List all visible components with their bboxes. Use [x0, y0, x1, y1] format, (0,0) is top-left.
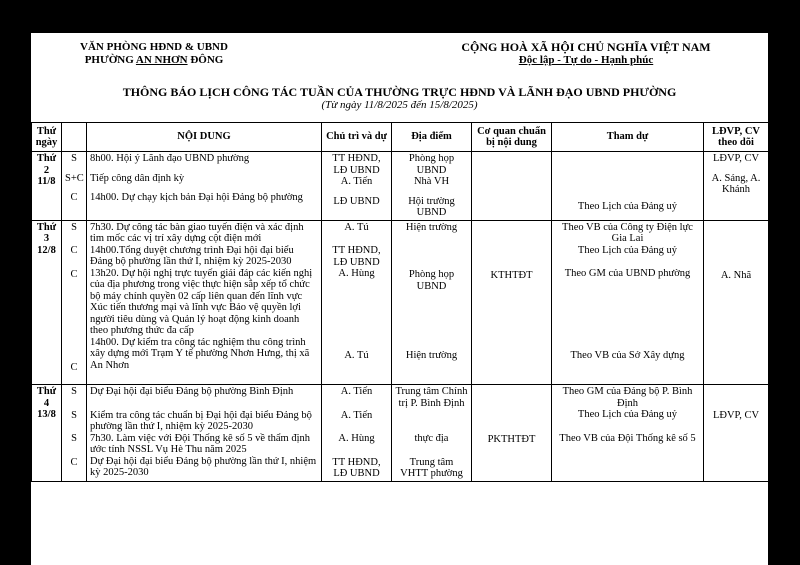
- content: 8h00. Hội ý Lãnh đạo UBND phường: [90, 153, 250, 164]
- content: Dự Đại hội đại biểu Đảng bộ phường lần thứ I, nhiệm kỳ 2025-2030: [90, 455, 317, 478]
- col-follow: LĐVP, CV theo dõi: [704, 123, 769, 152]
- session: S: [71, 409, 77, 421]
- document-subtitle: (Từ ngày 11/8/2025 đến 15/8/2025): [321, 99, 478, 111]
- place: Trung tâm VHTT phường: [400, 456, 463, 479]
- attend: Theo VB của Công ty Điện lực Gia Lai: [562, 221, 693, 244]
- chair: A. Tiến: [340, 409, 373, 421]
- national-title: CỘNG HOÀ XÃ HỘI CHỦ NGHĨA VIỆT NAM: [461, 40, 711, 54]
- issuer-header: [59, 41, 249, 67]
- prep: PKTHTĐT: [487, 434, 536, 445]
- attend: Theo VB của Sở Xây dựng: [570, 349, 685, 361]
- session: C: [70, 362, 78, 373]
- col-place: Địa điểm: [392, 123, 472, 152]
- issuer-line2: PHƯỜNG AN NHƠN ĐÔNG: [84, 54, 224, 66]
- follow: A. Nhã: [720, 269, 752, 281]
- content: 7h30. Dự công tác bàn giao tuyến điện và xác định tim mốc các vị trí xây dựng cột điện mới: [90, 221, 304, 244]
- chair: TT HĐND, LĐ UBND: [332, 456, 381, 479]
- national-header: [436, 41, 736, 67]
- chair: A. Tú: [344, 349, 369, 361]
- place: Nhà VH: [413, 176, 450, 187]
- document-title: THÔNG BÁO LỊCH CÔNG TÁC TUẦN CỦA THƯỜNG TRỰC HĐND VÀ LÃNH ĐẠO UBND PHƯỜNG: [122, 85, 677, 99]
- day-label: Thứ 4 13/8: [32, 385, 62, 482]
- session: S: [71, 386, 77, 397]
- session: C: [70, 245, 78, 256]
- chair: A. Tú: [344, 221, 369, 233]
- col-chair: Chủ trì và dự: [322, 123, 392, 152]
- content: 7h30. Làm việc với Đội Thống kê số 5 về thẩm định ước tính NSSL Vụ Hè Thu năm 2025: [90, 432, 310, 455]
- table-header-row: [32, 123, 769, 152]
- national-motto: Độc lập - Tự do - Hạnh phúc: [518, 54, 654, 66]
- follow: LĐVP, CV: [712, 410, 760, 421]
- day-label: Thứ 2 11/8: [32, 152, 62, 221]
- attend: Theo Lịch của Đảng uỷ: [577, 201, 678, 212]
- follow: A. Sáng, A. Khánh: [711, 172, 761, 195]
- place: Phòng họp UBND: [408, 269, 455, 292]
- place: Trung tâm Chính trị P. Bình Định: [395, 386, 468, 409]
- col-session: [62, 123, 87, 152]
- session: S: [71, 153, 77, 164]
- chair: TT HĐND, LĐ UBND: [332, 153, 381, 176]
- place: Phòng họp UBND: [408, 153, 455, 176]
- place: thực địa: [414, 433, 449, 444]
- chair: A. Hùng: [338, 268, 375, 279]
- chair: A. Hùng: [338, 433, 375, 444]
- content: Tiếp công dân định kỳ: [90, 172, 185, 184]
- place: Hiện trường: [405, 350, 458, 361]
- content: Dự Đại hội đại biểu Đảng bộ phường Bình Định: [90, 386, 294, 397]
- attend: Theo Lịch của Đảng uỷ: [577, 409, 678, 420]
- document-page: [31, 33, 768, 565]
- chair: TT HĐND, LĐ UBND: [332, 245, 381, 268]
- content: 14h00.Tổng duyệt chương trình Đại hội đại biểu Đảng bộ phường lần thứ I, nhiệm kỳ 2025-2030: [90, 244, 294, 267]
- attend: Theo Lịch của Đảng uỷ: [577, 244, 678, 256]
- content: 14h00. Dự kiểm tra công tác nghiệm thu công trình xây dựng mới Trạm Y tế phường Nhơn Hưng, thị xã An Nhơn: [90, 336, 310, 371]
- schedule-table: [31, 122, 768, 482]
- session: S: [71, 433, 77, 444]
- attend: Theo VB của Đội Thống kê số 5: [559, 432, 696, 444]
- session: S+C: [65, 172, 84, 184]
- session: C: [70, 456, 78, 468]
- issuer-line1: VĂN PHÒNG HĐND & UBND: [80, 41, 228, 53]
- day-label: Thứ 3 12/8: [32, 220, 62, 385]
- col-content: NỘI DUNG: [87, 123, 322, 152]
- day-row-tue: [32, 220, 769, 385]
- session: C: [70, 268, 78, 280]
- session: C: [70, 192, 78, 203]
- attend: Theo GM của Đảng bộ P. Bình Định: [562, 386, 693, 409]
- place: Hội trường UBND: [408, 195, 455, 218]
- day-row-wed: [32, 385, 769, 482]
- place: Hiện trường: [405, 221, 458, 233]
- follow: LĐVP, CV: [712, 153, 760, 164]
- chair: LĐ UBND: [333, 195, 380, 207]
- day-row-mon: [32, 152, 769, 221]
- session: S: [71, 221, 77, 233]
- col-attend: Tham dự: [552, 123, 704, 152]
- content: Kiểm tra công tác chuẩn bị Đại hội đại biểu Đảng bộ phường lần thứ I, nhiệm kỳ 2025-2030: [90, 409, 312, 432]
- chair: A. Tiến: [340, 176, 373, 187]
- prep: KTHTĐT: [490, 269, 533, 281]
- content: 14h00. Dự chạy kịch bản Đại hội Đảng bộ phường: [90, 192, 303, 203]
- chair: A. Tiến: [340, 386, 373, 397]
- col-prep: Cơ quan chuẩn bị nội dung: [472, 123, 552, 152]
- col-day: Thứ ngày: [32, 123, 62, 152]
- attend: Theo GM của UBND phường: [564, 268, 691, 279]
- content: 13h20. Dự hội nghị trực tuyến giải đáp các kiến nghị của địa phương trong việc thực hiện sắp xếp tổ chức bộ máy chính quyền 02 cấp liên quan đến lĩnh vực Xúc tiến thương mại và lĩnh vực Bảo vệ quyền lợi người tiêu dùng và Quản lý hoạt động kinh doanh theo phương thức đa cấp: [90, 267, 313, 336]
